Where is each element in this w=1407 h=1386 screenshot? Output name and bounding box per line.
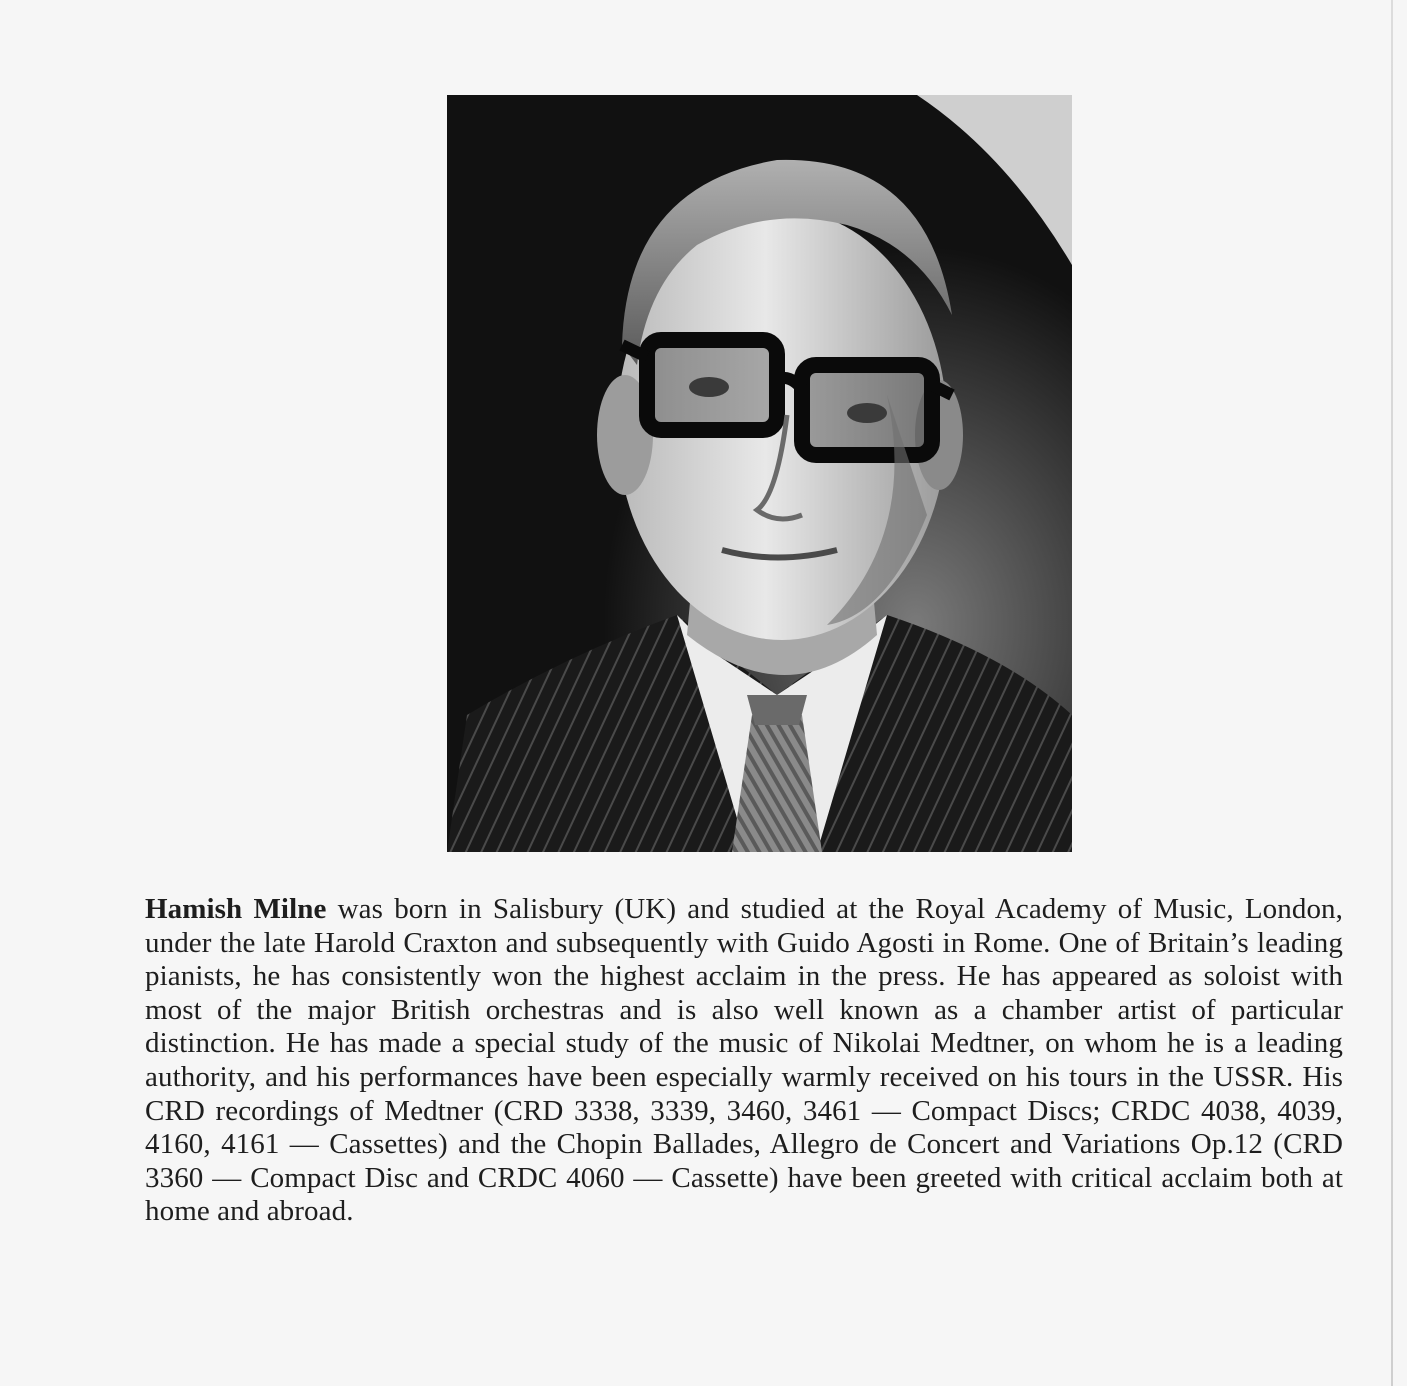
bio-text: was born in Salisbury (UK) and studied at the Royal Academy of Music, London, under the late Harold Craxton and subsequently with Guido Agosti in Rome. One of Britain’s leading pianists, he has consistently won the highest acclaim in the press. He has appeared as soloist with most of the major British orchestras and is also well known as a chamber artist of particular distinction. He has made a special study of the music of Nikolai Medtner, on whom he is a leading authority, and his performances have been especially warmly received on his tours in the USSR. His CRD recordings of Medtner (CRD 3338, 3339, 3460, 3461 — Compact Discs; CRDC 4038, 4039, 4160, 4161 — Cassettes) and the Chopin Ballades, Allegro de Concert and Variations Op.12 (CRD 3360 — Compact Disc and CRDC 4060 — Cassette) have been greeted with critical acclaim both at home and abroad.: [145, 893, 1344, 1228]
portrait-photo: [447, 95, 1072, 852]
bio-name: Hamish Milne: [145, 893, 327, 925]
bio-paragraph: [145, 893, 1343, 1229]
page-edge: [1391, 0, 1393, 1386]
portrait-icon: [447, 95, 1072, 852]
